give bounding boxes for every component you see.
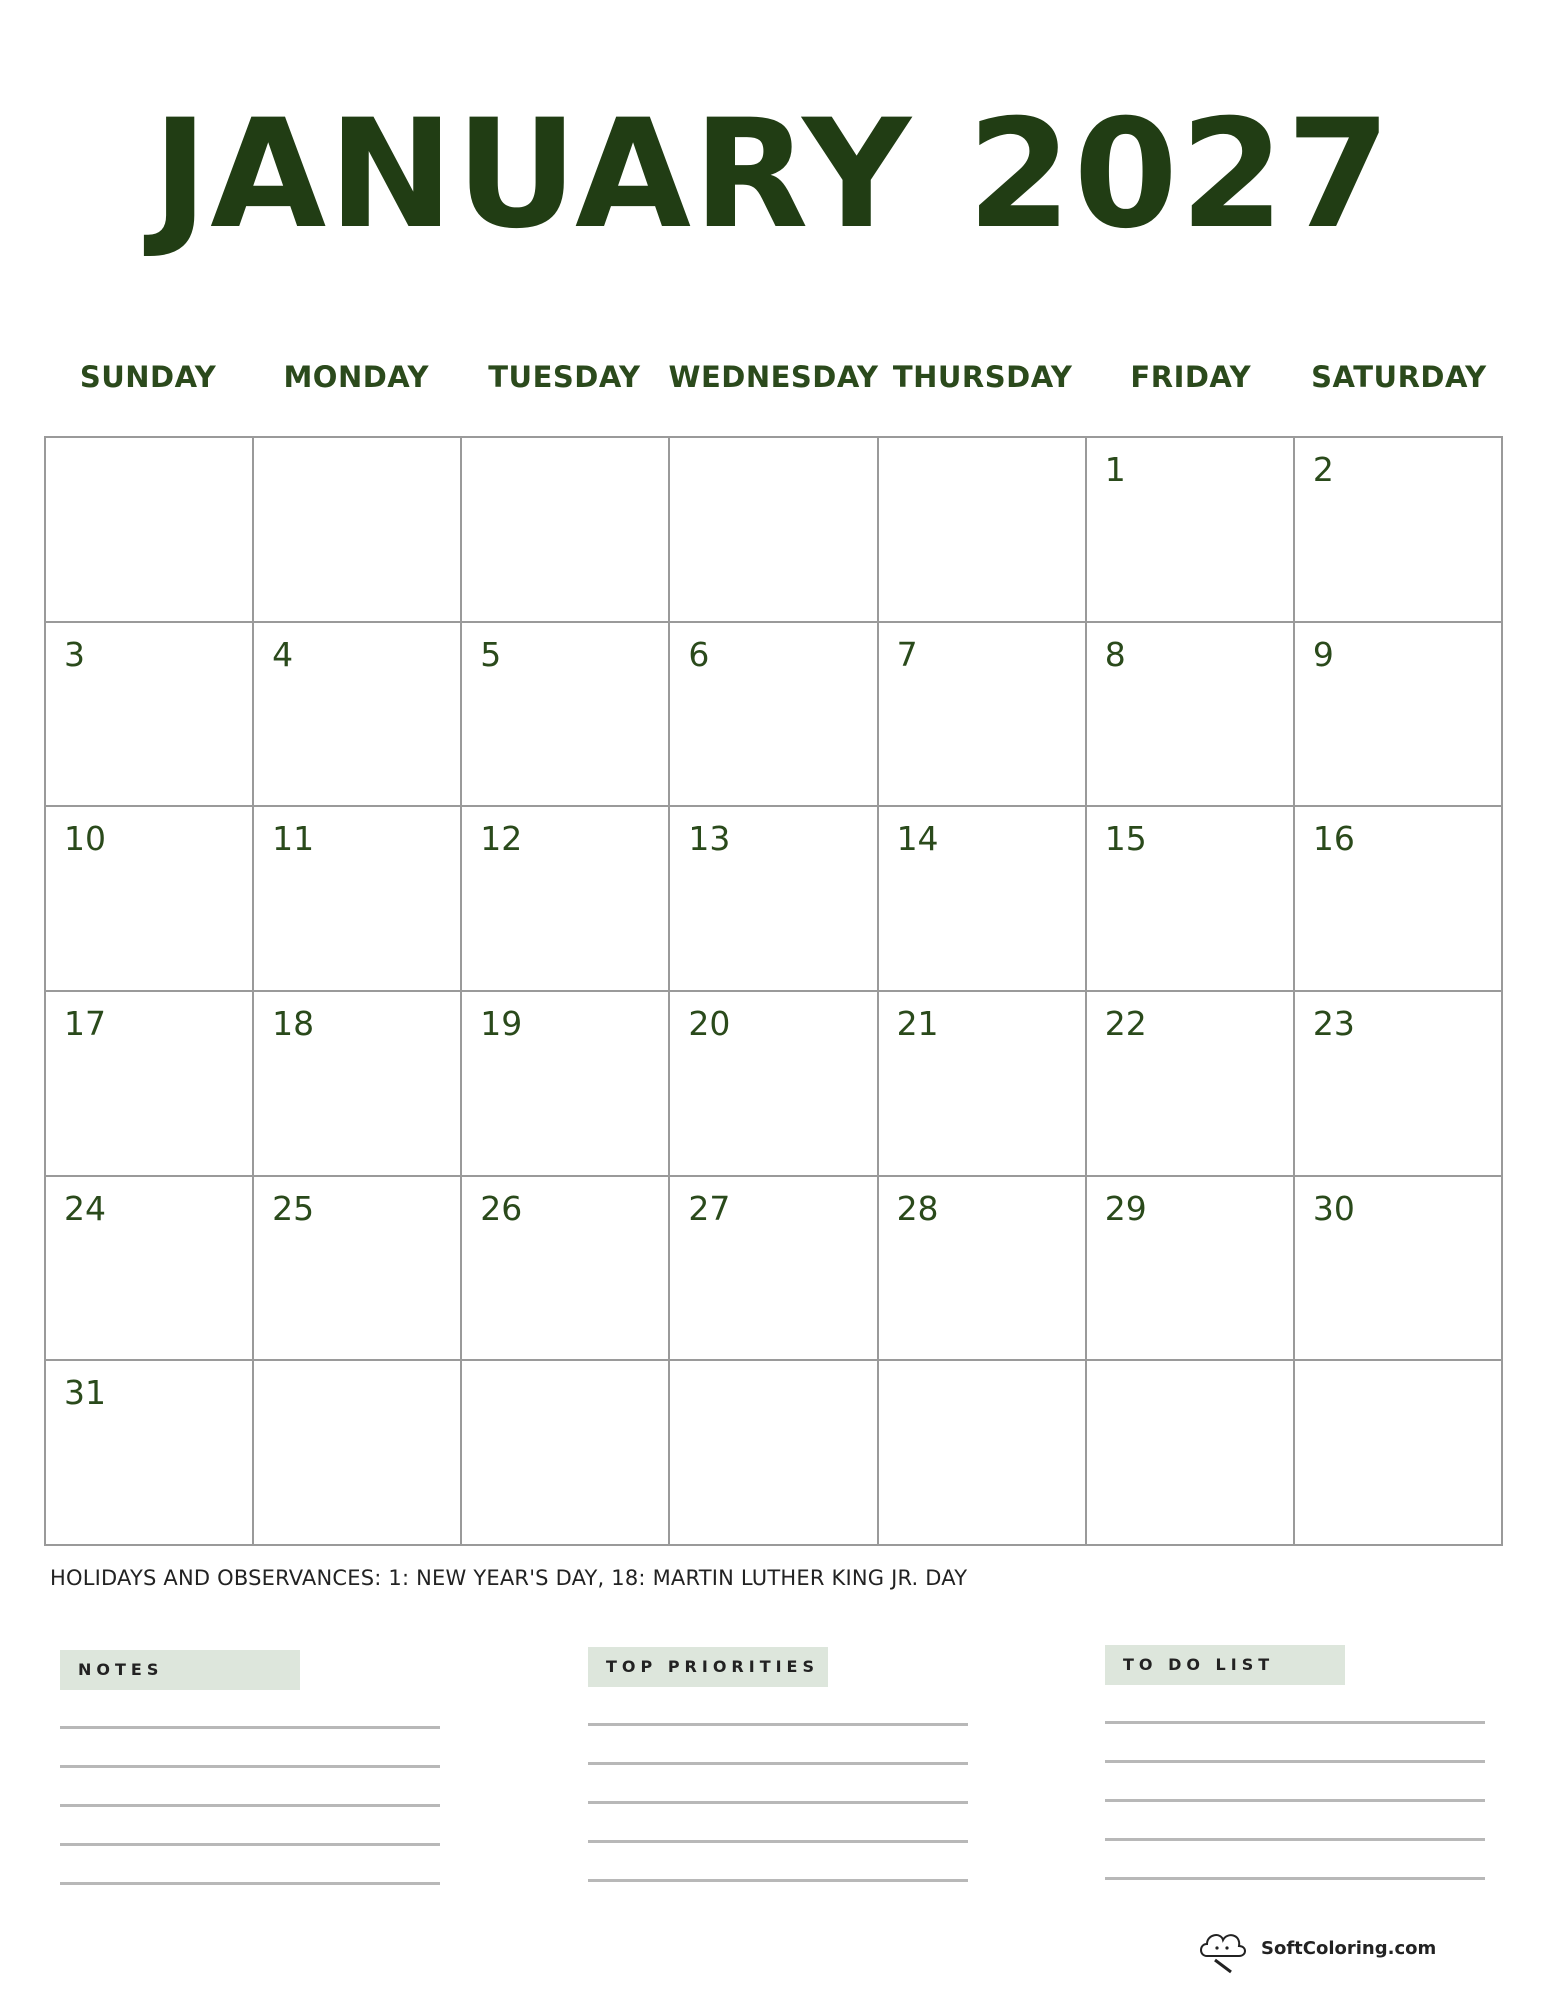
- day-number: 18: [272, 1004, 315, 1043]
- day-cell[interactable]: [462, 438, 670, 623]
- day-number: 21: [896, 1004, 939, 1043]
- day-number: 5: [480, 634, 502, 674]
- calendar-grid: [44, 436, 1503, 1546]
- priorities-section: [588, 1647, 968, 1882]
- day-number: 10: [64, 819, 106, 859]
- day-cell[interactable]: [1087, 807, 1295, 992]
- notes-line: [60, 1882, 440, 1885]
- day-cell[interactable]: [462, 992, 670, 1177]
- day-number: 2: [1312, 450, 1334, 489]
- day-number: 4: [272, 634, 294, 674]
- day-number: 13: [688, 819, 731, 859]
- todo-label: TO DO LIST: [1105, 1645, 1345, 1685]
- day-number: 14: [896, 819, 939, 859]
- weekday-friday: FRIDAY: [1130, 360, 1252, 394]
- priorities-label: TOP PRIORITIES: [588, 1647, 828, 1687]
- notes-label: NOTES: [60, 1650, 300, 1690]
- day-number: 12: [480, 819, 523, 859]
- day-cell[interactable]: [879, 807, 1087, 992]
- day-cell[interactable]: [1087, 623, 1295, 808]
- day-cell[interactable]: [1087, 1361, 1295, 1546]
- day-cell[interactable]: [46, 1361, 254, 1546]
- day-number: 8: [1104, 634, 1126, 674]
- day-cell[interactable]: [462, 1177, 670, 1362]
- day-cell[interactable]: [46, 623, 254, 808]
- day-cell[interactable]: [254, 1177, 462, 1362]
- todo-line: [1105, 1838, 1485, 1841]
- day-number: 11: [272, 819, 315, 859]
- day-cell[interactable]: [879, 992, 1087, 1177]
- day-cell[interactable]: [670, 1361, 878, 1546]
- day-number: 29: [1104, 1188, 1147, 1228]
- day-number: 25: [272, 1188, 315, 1228]
- day-cell[interactable]: [254, 438, 462, 623]
- todo-section: [1105, 1645, 1485, 1880]
- todo-line: [1105, 1799, 1485, 1802]
- day-cell[interactable]: [1295, 992, 1503, 1177]
- day-number: 17: [64, 1004, 106, 1043]
- day-cell[interactable]: [254, 1361, 462, 1546]
- day-number: 28: [896, 1188, 939, 1228]
- day-cell[interactable]: [46, 807, 254, 992]
- notes-line: [60, 1843, 440, 1846]
- day-cell[interactable]: [670, 1177, 878, 1362]
- footer-brand: [1195, 1922, 1436, 1974]
- day-cell[interactable]: [254, 992, 462, 1177]
- day-cell[interactable]: [462, 1361, 670, 1546]
- todo-line: [1105, 1877, 1485, 1880]
- weekday-saturday: SATURDAY: [1311, 360, 1487, 394]
- day-cell[interactable]: [462, 623, 670, 808]
- day-cell[interactable]: [46, 438, 254, 623]
- day-number: 24: [64, 1188, 106, 1228]
- day-cell[interactable]: [1295, 623, 1503, 808]
- day-cell[interactable]: [46, 1177, 254, 1362]
- day-number: 9: [1312, 634, 1334, 674]
- day-number: 3: [64, 634, 85, 674]
- day-number: 27: [688, 1188, 731, 1228]
- weekday-monday: MONDAY: [283, 360, 429, 394]
- holidays-note: HOLIDAYS AND OBSERVANCES: 1: NEW YEAR'S DAY, 18: MARTIN LUTHER KING JR. DAY: [50, 1566, 968, 1590]
- day-cell[interactable]: [670, 992, 878, 1177]
- day-cell[interactable]: [254, 807, 462, 992]
- day-number: 23: [1312, 1004, 1355, 1043]
- day-number: 31: [64, 1373, 106, 1413]
- notes-section: [60, 1650, 440, 1885]
- day-number: 30: [1312, 1188, 1355, 1228]
- priorities-line: [588, 1879, 968, 1882]
- day-cell[interactable]: [1295, 1177, 1503, 1362]
- day-number: 15: [1104, 819, 1147, 859]
- day-cell[interactable]: [879, 1177, 1087, 1362]
- todo-line: [1105, 1760, 1485, 1763]
- priorities-line: [588, 1762, 968, 1765]
- notes-line: [60, 1765, 440, 1768]
- day-cell[interactable]: [879, 623, 1087, 808]
- day-cell[interactable]: [1087, 1177, 1295, 1362]
- priorities-line: [588, 1801, 968, 1804]
- weekday-thursday: THURSDAY: [892, 360, 1073, 394]
- day-cell[interactable]: [1087, 438, 1295, 623]
- page-title: JANUARY 2027: [152, 88, 1393, 262]
- weekday-wednesday: WEDNESDAY: [668, 360, 879, 394]
- day-number: 26: [480, 1188, 523, 1228]
- priorities-line: [588, 1840, 968, 1843]
- day-number: 7: [896, 634, 918, 674]
- notes-line: [60, 1726, 440, 1729]
- day-number: 20: [688, 1004, 731, 1043]
- day-number: 16: [1312, 819, 1355, 859]
- day-number: 22: [1104, 1004, 1147, 1043]
- footer-brand-text: SoftColoring.com: [1261, 1937, 1437, 1959]
- day-cell[interactable]: [879, 438, 1087, 623]
- day-cell[interactable]: [462, 807, 670, 992]
- day-cell[interactable]: [879, 1361, 1087, 1546]
- todo-line: [1105, 1721, 1485, 1724]
- day-number: 6: [688, 634, 710, 674]
- day-cell[interactable]: [1295, 807, 1503, 992]
- day-cell[interactable]: [1295, 1361, 1503, 1546]
- day-cell[interactable]: [670, 438, 878, 623]
- weekday-header-row: [44, 360, 1503, 410]
- day-number: 1: [1104, 450, 1126, 489]
- day-cell[interactable]: [1295, 438, 1503, 623]
- notes-line: [60, 1804, 440, 1807]
- weekday-tuesday: TUESDAY: [488, 360, 641, 394]
- day-cell[interactable]: [670, 807, 878, 992]
- cloud-pencil-logo-icon: [1195, 1922, 1251, 1974]
- day-cell[interactable]: [670, 623, 878, 808]
- day-cell[interactable]: [254, 623, 462, 808]
- day-cell[interactable]: [46, 992, 254, 1177]
- day-cell[interactable]: [1087, 992, 1295, 1177]
- weekday-sunday: SUNDAY: [79, 360, 217, 394]
- day-number: 19: [480, 1004, 523, 1043]
- priorities-line: [588, 1723, 968, 1726]
